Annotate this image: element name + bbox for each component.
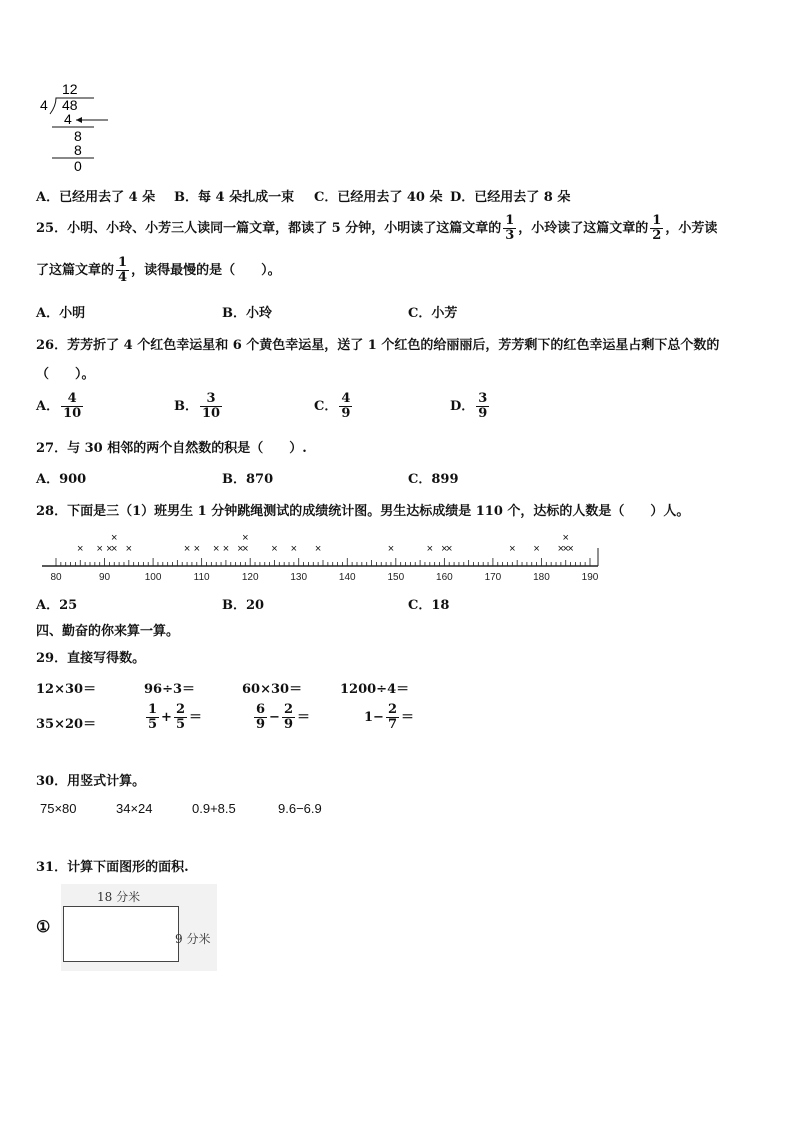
q27-option-b: B．870	[222, 472, 274, 487]
q29-r1-e4: 1200÷4＝	[340, 682, 410, 697]
data-point-x-mark: ×	[111, 532, 118, 544]
q25-option-a: A．小明	[36, 306, 86, 321]
division-step3: 8	[74, 142, 82, 158]
data-point-x-mark: ×	[562, 543, 569, 555]
long-division-figure	[36, 80, 116, 174]
data-point-x-mark: ×	[96, 543, 103, 555]
data-point-x-mark: ×	[237, 543, 244, 555]
tick-label: 170	[484, 572, 502, 583]
q26-line1: 26．芳芳折了 4 个红色幸运星和 6 个黄色幸运星，送了 1 个红色的给丽丽后，芳芳剩下的红色幸运星占剩下总个数的	[36, 338, 720, 353]
data-point-x-mark: ×	[222, 543, 230, 555]
data-point-x-mark: ×	[314, 543, 322, 555]
data-point-x-mark: ×	[387, 543, 395, 555]
q25-text-c: ，小芳读	[665, 221, 718, 236]
arrow-head-icon	[76, 117, 82, 123]
q25-fraction-3: $\frac{1}{4}$	[118, 255, 128, 285]
long-division	[36, 80, 116, 174]
q24-option-d: D．已经用去了 8 朵	[450, 190, 571, 205]
q29-r1-e3: 60×30＝	[242, 682, 303, 697]
q30-title: 30．用竖式计算。	[36, 774, 146, 789]
division-dividend: 48	[62, 97, 78, 113]
division-remainder: 0	[74, 158, 82, 174]
tick-label: 140	[338, 572, 356, 583]
tick-label: 130	[290, 572, 308, 583]
q28-question: 28．下面是三（1）班男生 1 分钟跳绳测试的成绩统计图。男生达标成绩是 110 个，达标的人数是（ ）人。	[36, 504, 690, 519]
q25-line1	[36, 214, 717, 243]
data-point-x-mark: ×	[212, 543, 220, 555]
q30-item-1: 75×80	[40, 801, 77, 816]
data-point-x-mark: ×	[290, 543, 298, 555]
q26-option-b: B． $\frac{3}{10}$	[174, 391, 221, 421]
tick-label: 90	[98, 572, 111, 583]
tick-label: 150	[387, 572, 405, 583]
q25-text-a: 25．小明、小玲、小芳三人读同一篇文章，都读了 5 分钟，小明读了这篇文章的	[36, 221, 502, 236]
q26-option-a: A． $\frac{4}{10}$	[36, 391, 82, 421]
q31-marker: ①	[36, 917, 51, 936]
data-point-x-mark: ×	[106, 543, 113, 555]
data-point-x-mark: ×	[562, 532, 569, 544]
tick-label: 110	[193, 572, 210, 583]
data-point-x-mark: ×	[193, 543, 201, 555]
q24-option-a: A．已经用去了 4 朵	[36, 190, 156, 205]
tick-label: 80	[50, 572, 62, 583]
data-point-x-mark: ×	[426, 543, 434, 555]
q30-item-2: 34×24	[116, 801, 153, 816]
q31-title: 31．计算下面图形的面积.	[36, 860, 189, 875]
q24-option-b: B．每 4 朵扎成一束	[174, 190, 295, 205]
data-point-x-mark: ×	[533, 543, 540, 555]
q29-r2-e3: $\frac{6}{9}$ − $\frac{2}{9}$ ＝	[256, 702, 311, 732]
tick-label: 160	[436, 572, 453, 583]
q25-option-c: C．小芳	[408, 306, 458, 321]
q26-option-d: D． $\frac{3}{9}$	[450, 391, 488, 421]
data-point-x-mark: ×	[111, 543, 118, 555]
data-point-x-mark: ×	[441, 543, 448, 555]
data-point-x-mark: ×	[445, 543, 453, 555]
q28-option-b: B．20	[222, 598, 265, 613]
q28-option-c: C．18	[408, 598, 450, 613]
q30-item-3: 0.9+8.5	[192, 801, 236, 816]
q25-text-b: ，小玲读了这篇文章的	[518, 221, 649, 236]
tick-label: 190	[581, 572, 599, 583]
q25-fraction-2: $\frac{1}{2}$	[652, 213, 662, 243]
q26-option-c: C． $\frac{4}{9}$	[314, 391, 351, 421]
rectangle-width-label: 18 分米	[97, 890, 141, 904]
q28-option-a: A．25	[36, 598, 78, 613]
q29-r1-e2: 96÷3＝	[144, 682, 196, 697]
data-point-x-mark: ×	[242, 532, 249, 544]
q27-question: 27．与 30 相邻的两个自然数的积是（ ）.	[36, 441, 307, 456]
data-point-x-mark: ×	[77, 543, 84, 555]
q25-text-d: 了这篇文章的	[36, 263, 115, 278]
section-4-heading: 四、勤奋的你来算一算。	[36, 624, 180, 639]
q29-r2-e4: 1− $\frac{2}{7}$ ＝	[364, 702, 415, 732]
q25-line2	[36, 256, 281, 285]
data-point-x-mark: ×	[125, 543, 133, 555]
q29-title: 29．直接写得数。	[36, 651, 146, 666]
q29-r2-e1: 35×20＝	[36, 717, 97, 732]
q25-option-b: B．小玲	[222, 306, 272, 321]
q25-text-e: ，读得最慢的是（ ）。	[131, 263, 281, 278]
division-step2: 8	[74, 128, 82, 144]
data-point-x-mark: ×	[183, 543, 191, 555]
data-point-x-mark: ×	[509, 543, 516, 555]
dot-plot-svg	[38, 526, 602, 586]
division-divisor: 4	[40, 97, 48, 113]
data-point-x-mark: ×	[271, 543, 278, 555]
tick-label: 120	[241, 572, 259, 583]
q25-fraction-1: $\frac{1}{3}$	[505, 213, 515, 243]
division-step1: 4	[64, 111, 72, 127]
q29-r1-e1: 12×30＝	[36, 682, 97, 697]
q30-item-4: 9.6−6.9	[278, 801, 322, 816]
division-quotient: 12	[62, 81, 78, 97]
q29-r2-e2: $\frac{1}{5}$ + $\frac{2}{5}$ ＝	[148, 702, 203, 732]
data-point-x-mark: ×	[557, 543, 565, 555]
q27-option-c: C．899	[408, 472, 459, 487]
q27-option-a: A．900	[36, 472, 87, 487]
q26-line2: （ ）。	[36, 367, 95, 382]
rectangle-height-label: 9 分米	[175, 932, 211, 946]
rectangle-figure	[61, 884, 217, 971]
dot-plot-chart	[38, 526, 602, 586]
data-point-x-mark: ×	[567, 543, 574, 555]
tick-label: 100	[144, 572, 162, 583]
q24-option-c: C．已经用去了 40 朵	[314, 190, 443, 205]
tick-label: 180	[533, 572, 550, 583]
rectangle-shape	[63, 906, 179, 962]
data-point-x-mark: ×	[242, 543, 249, 555]
